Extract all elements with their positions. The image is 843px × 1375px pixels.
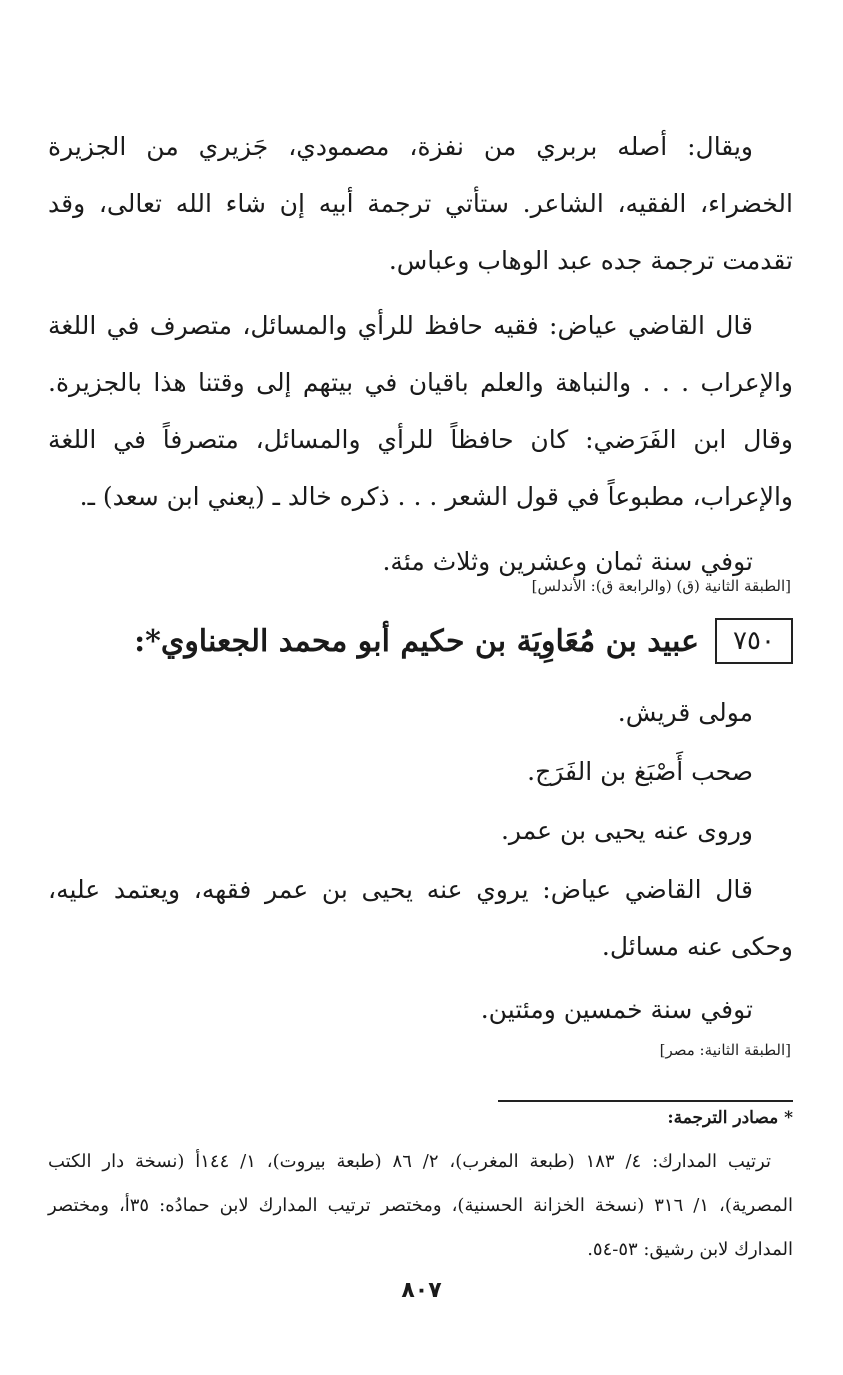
footnote-body — [48, 1140, 793, 1272]
footnote-sources: ترتيب المدارك: ٤/ ١٨٣ (طبعة المغرب)، ٢/ ٨٦ (طبعة بيروت)، ١/ ١٤٤أ (نسخة دار الكتب المصرية)، ١/ ٣١٦ (نسخة الخزانة الحسنية)، ومختصر ترتيب المدارك لابن حمادُه: ٣٥أ، ومختصر المدارك لابن رشيق: ٥٣-٥٤. — [48, 1151, 793, 1260]
page-number: ٨٠٧ — [401, 1278, 442, 1303]
entry-line-narrator: وروى عنه يحيى بن عمر. — [500, 816, 753, 845]
paragraph-death-year: توفي سنة ثمان وعشرين وثلاث مئة. — [382, 547, 753, 576]
entry-number-box: ٧٥٠ — [715, 618, 793, 664]
entry-body — [48, 684, 793, 1038]
paragraph-origin: ويقال: أصله بربري من نفزة، مصمودي، جَزيري من الجزيرة الخضراء، الفقيه، الشاعر. ستأتي ترجمة أبيه إن شاء الله تعالى، وقد تقدمت ترجمة جده عبد الوهاب وعباس. — [48, 132, 793, 275]
class-note-andalus: [الطبقة الثانية (ق) (والرابعة ق): الأندلس] — [531, 577, 791, 595]
entry-paragraph-death-year: توفي سنة خمسين ومئتين. — [480, 995, 753, 1024]
paragraph-qadi-iyad: قال القاضي عياض: فقيه حافظ للرأي والمسائل، متصرف في اللغة والإعراب . . . والنباهة والعلم باقيان في بيتهم إلى وقتنا هذا بالجزيرة. وقال ابن الفَرَضي: كان حافظاً للرأي والمسائل، متصرفاً في اللغة والإعراب، مطبوعاً في قول الشعر . . . ذكره خالد ـ (يعني ابن سعد) ـ. — [48, 311, 793, 511]
intro-text — [48, 118, 793, 590]
footnote-heading: * مصادر الترجمة: — [667, 1108, 793, 1128]
entry-header — [134, 618, 793, 664]
entry-title: عبيد بن مُعَاوِيَة بن حكيم أبو محمد الجعناوي*: — [134, 623, 699, 659]
footnote-divider — [498, 1100, 793, 1102]
entry-line-companion: صحب أَصْبَغ بن الفَرَج. — [527, 757, 753, 786]
entry-paragraph-qadi-iyad: قال القاضي عياض: يروي عنه يحيى بن عمر فقهه، ويعتمد عليه، وحكى عنه مسائل. — [48, 875, 793, 961]
entry-line-mawla: مولى قريش. — [617, 698, 753, 727]
class-note-egypt: [الطبقة الثانية: مصر] — [659, 1041, 791, 1059]
